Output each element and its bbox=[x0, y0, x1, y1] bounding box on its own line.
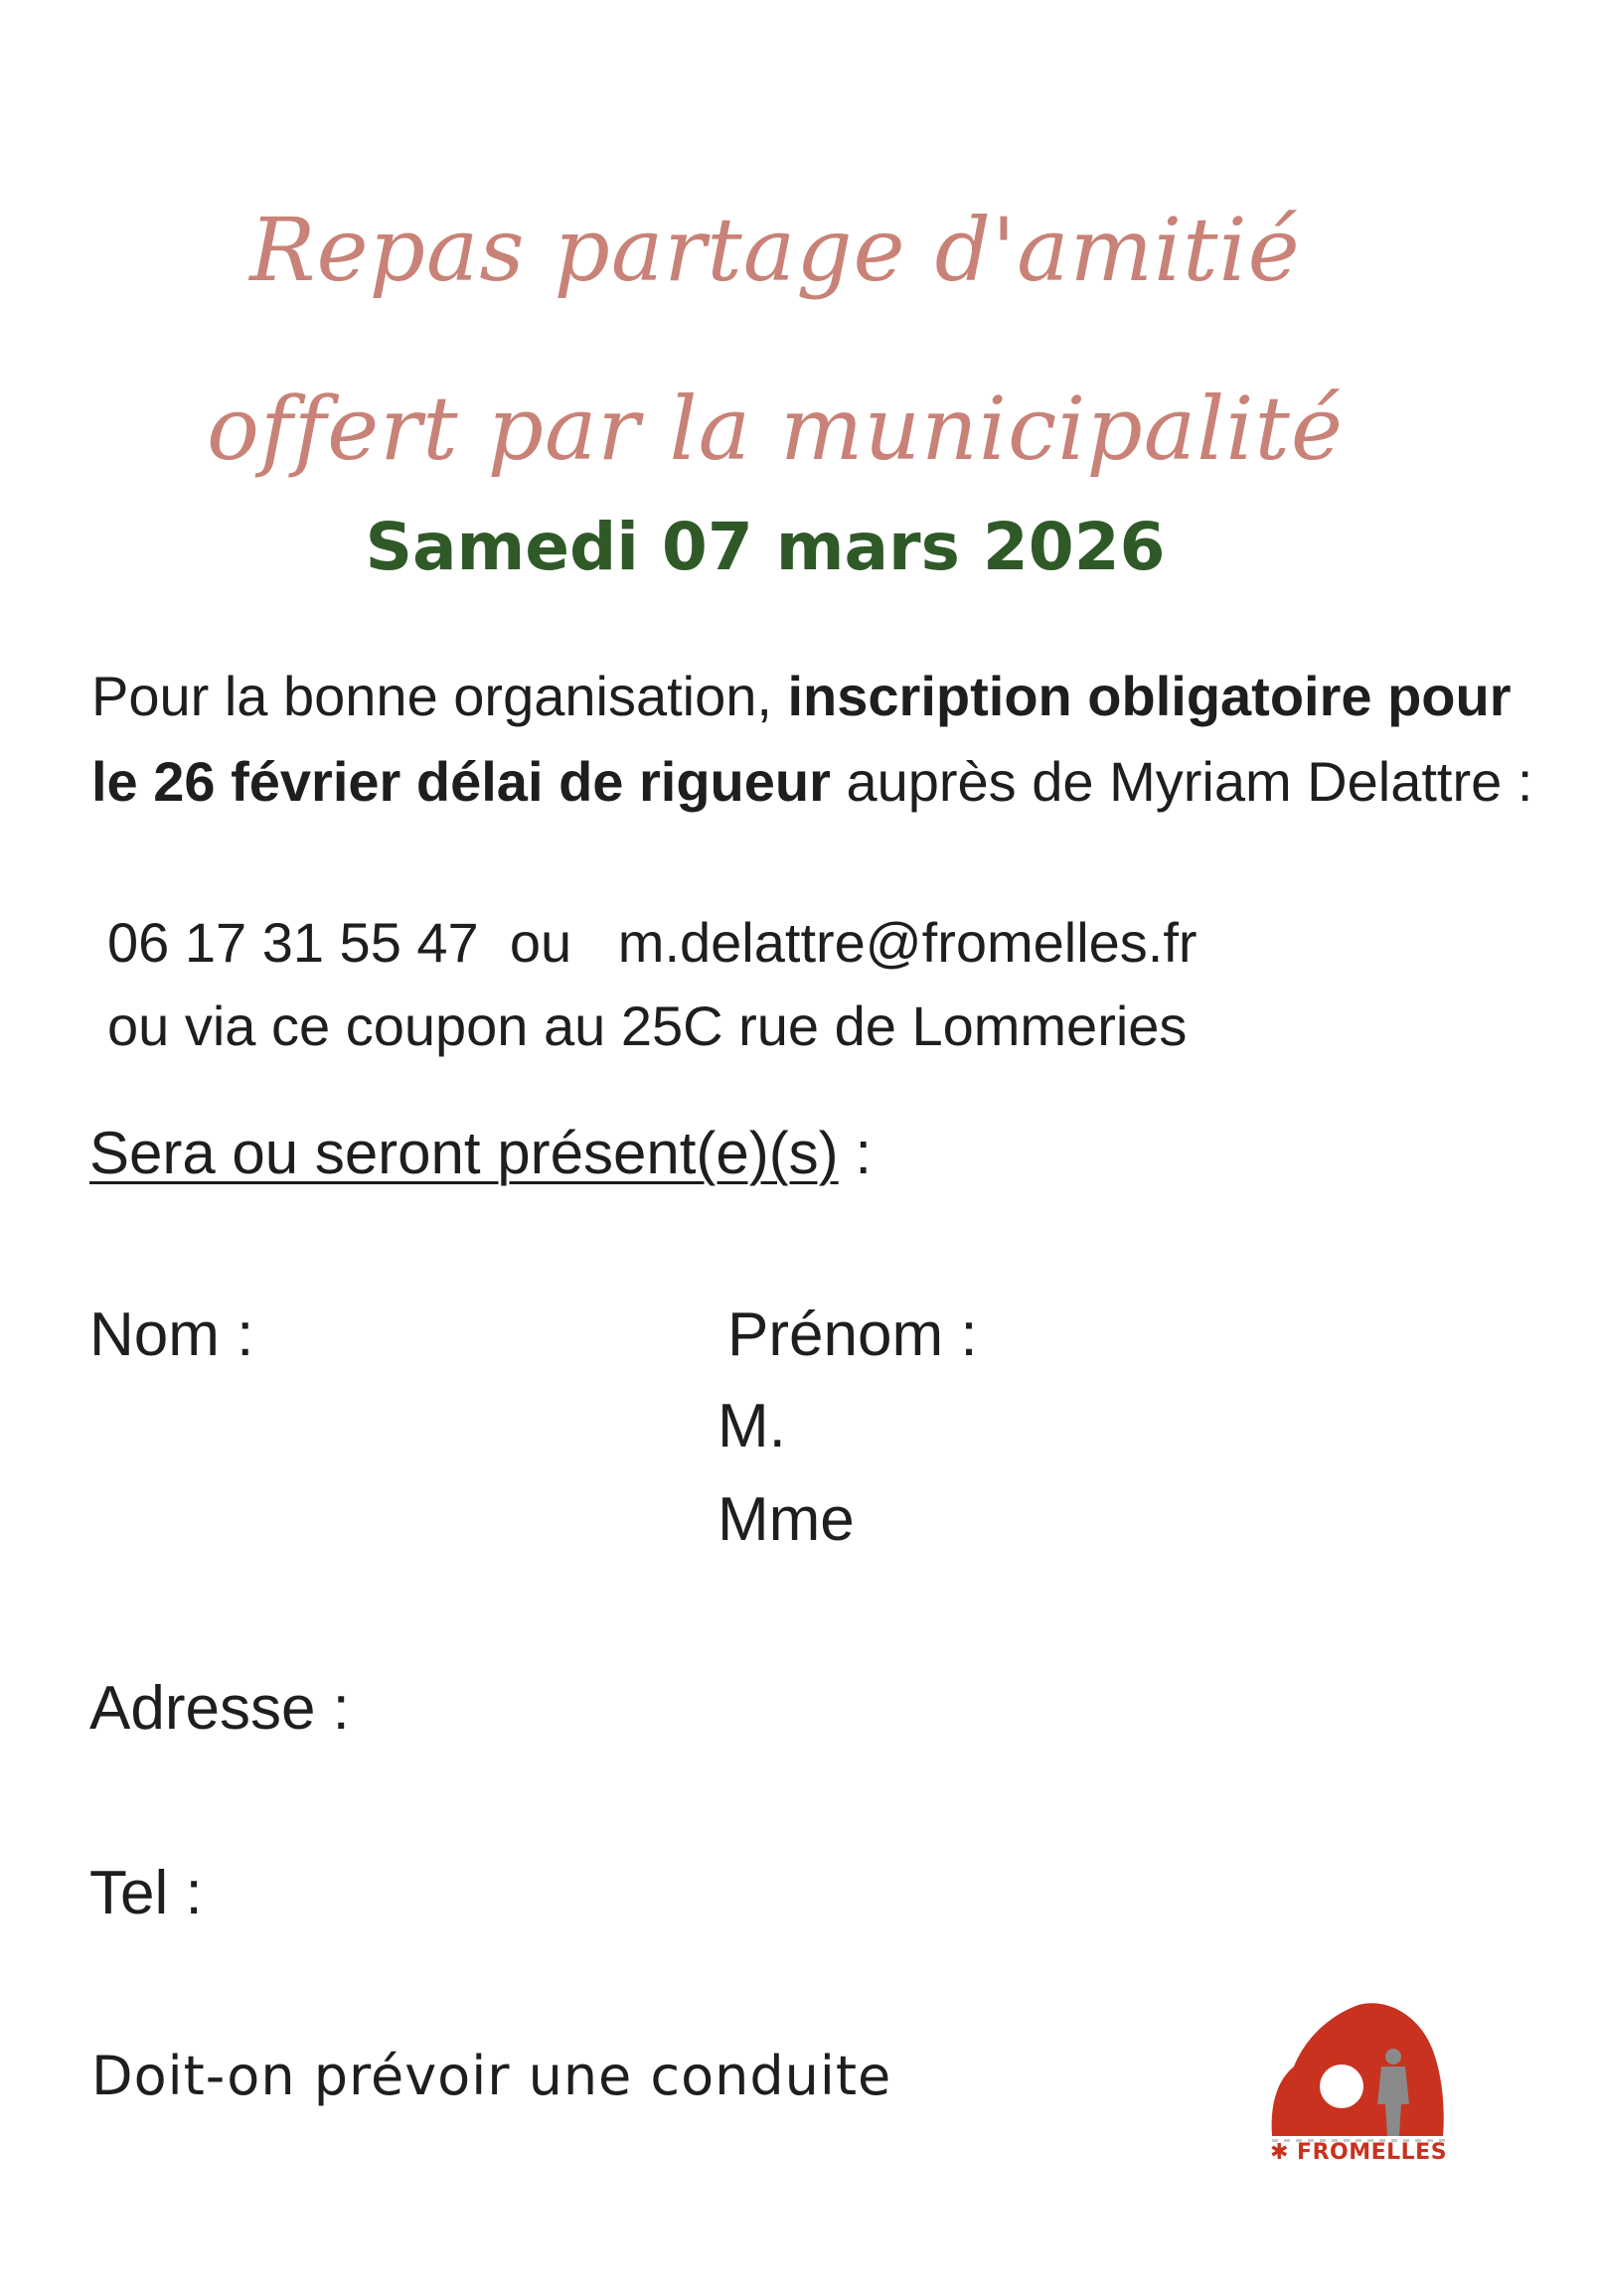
prenom-label: Prénom : bbox=[727, 1301, 978, 1369]
title-line-2: offert par la municipalité bbox=[207, 378, 1344, 480]
present-label: Sera ou seront présent(e)(s) bbox=[89, 1120, 839, 1186]
event-date: Samedi 07 mars 2026 bbox=[365, 509, 1166, 585]
title-line-1: Repas partage d'amitié bbox=[249, 199, 1301, 301]
tel-label: Tel : bbox=[89, 1859, 203, 1927]
logo-star-icon: ✱ bbox=[1269, 2140, 1289, 2165]
intro-text-1: Pour la bonne organisation, bbox=[91, 665, 788, 727]
conduite-question: Doit-on prévoir une conduite bbox=[91, 2045, 892, 2107]
civility-m: M. bbox=[718, 1392, 786, 1460]
present-suffix: : bbox=[838, 1120, 873, 1186]
contact-phone: 06 17 31 55 47 bbox=[107, 911, 479, 974]
logo-wordmark bbox=[1264, 2140, 1453, 2165]
civility-mme: Mme bbox=[718, 1485, 855, 1554]
nom-label: Nom : bbox=[89, 1301, 254, 1369]
adresse-label: Adresse : bbox=[89, 1674, 350, 1743]
coupon-line: ou via ce coupon au 25C rue de Lommeries bbox=[107, 995, 1188, 1057]
intro-text-2: auprès de Myriam Delattre : bbox=[830, 750, 1533, 813]
logo-text: FROMELLES bbox=[1297, 2140, 1448, 2165]
present-heading bbox=[89, 1119, 872, 1187]
intro-paragraph bbox=[91, 654, 1552, 825]
contact-or: ou bbox=[509, 911, 572, 974]
intro-bold-deadline: inscription obligatoire pour le 26 février délai de rigueur bbox=[91, 665, 1512, 813]
contact-line bbox=[107, 910, 1198, 975]
contact-email: m.delattre@fromelles.fr bbox=[617, 911, 1198, 974]
